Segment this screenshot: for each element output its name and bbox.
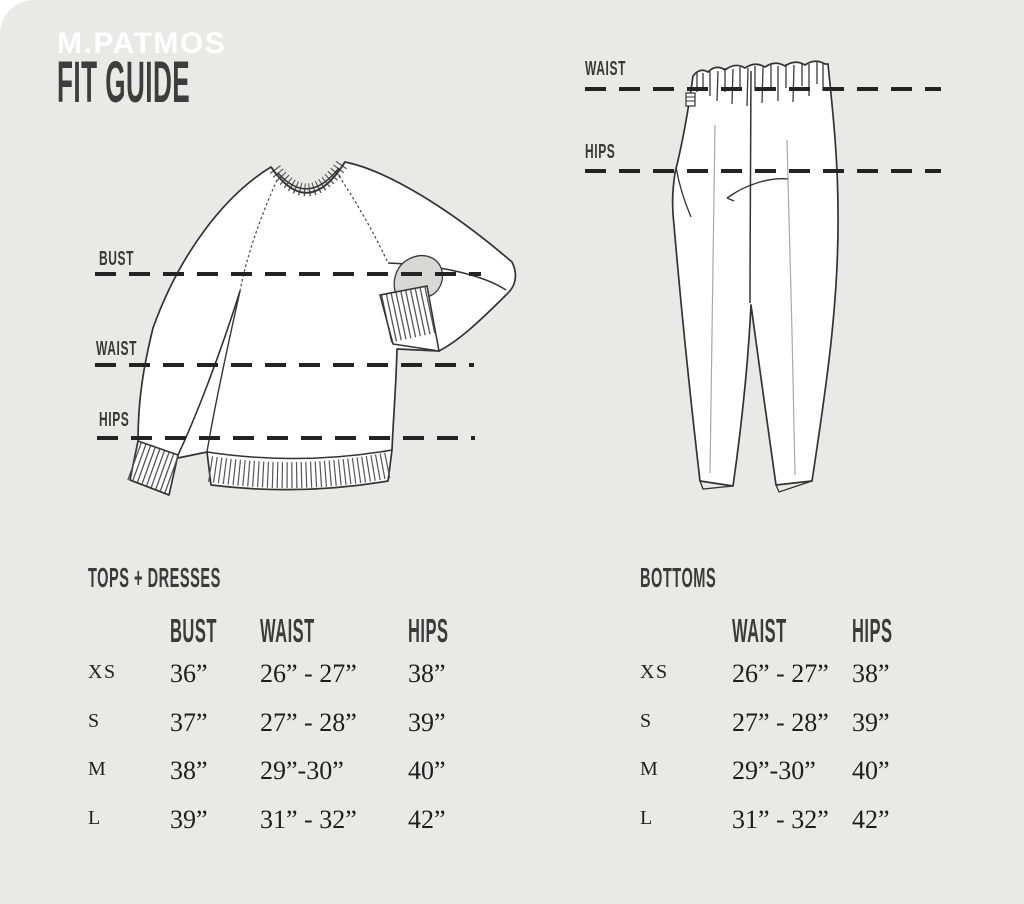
- sweater-waist-label: [96, 338, 164, 360]
- tops-row-bust: 36”: [170, 659, 208, 688]
- pants-hips-line: [585, 169, 941, 173]
- bottoms-row-waist: 27” - 28”: [732, 707, 829, 737]
- page-title-wrap: [57, 50, 353, 115]
- tops-table-grid: [88, 612, 508, 854]
- pants-waist-line: [585, 87, 941, 91]
- pants-illustration: [645, 45, 865, 515]
- sweater-body-outline: [130, 162, 515, 495]
- bottoms-table: [640, 562, 952, 854]
- tops-table-title: TOPS + DRESSES: [88, 562, 221, 593]
- sweater-waist-label-text: WAIST: [96, 338, 138, 360]
- tops-row-hips: 42”: [408, 804, 446, 834]
- pants-hips-label: [585, 141, 636, 163]
- tops-row-size: S: [88, 709, 101, 732]
- tops-table-title-wrap: [88, 562, 508, 593]
- bottoms-row-hips: 38”: [852, 659, 890, 688]
- tops-header-bust: BUST: [170, 612, 217, 649]
- bottoms-table-grid: [640, 612, 952, 854]
- bottoms-row-waist: 31” - 32”: [732, 804, 829, 834]
- tops-row-waist: 26” - 27”: [260, 659, 357, 688]
- bottoms-row-size: XS: [640, 661, 669, 683]
- pants-side-tab: [686, 93, 695, 106]
- bottoms-row-size: L: [640, 806, 654, 829]
- bottoms-header-hips: HIPS: [852, 612, 893, 649]
- pants-outline: [673, 61, 838, 486]
- tops-header-hips: HIPS: [408, 612, 449, 649]
- bottoms-row-waist: 26” - 27”: [732, 659, 829, 688]
- tops-row-waist: 31” - 32”: [260, 804, 357, 834]
- tops-table: [88, 562, 508, 854]
- bottoms-row-waist: 29”-30”: [732, 756, 816, 785]
- brand-logo: M.PATMOS: [57, 27, 227, 60]
- sweater-illustration: [125, 143, 525, 515]
- tops-row-size: XS: [88, 661, 117, 683]
- sweater-hips-label: [99, 409, 150, 431]
- pants-hips-label-text: HIPS: [585, 141, 616, 163]
- tops-row-size: M: [88, 758, 108, 780]
- bottoms-row-size: M: [640, 758, 660, 780]
- sweater-hips-line: [97, 436, 475, 440]
- tops-row-hips: 39”: [408, 707, 446, 737]
- sweater-bust-line: [95, 272, 481, 276]
- sweater-waist-line: [95, 363, 474, 367]
- bottoms-row-hips: 40”: [852, 756, 890, 785]
- sweater-bust-label-text: BUST: [99, 248, 135, 270]
- tops-row-bust: 39”: [170, 804, 208, 834]
- tops-row-bust: 38”: [170, 756, 208, 785]
- tops-row-hips: 38”: [408, 659, 446, 688]
- sweater-bust-label: [99, 248, 157, 270]
- tops-row-bust: 37”: [170, 707, 208, 737]
- bottoms-table-title-wrap: [640, 562, 952, 593]
- bottoms-row-size: S: [640, 709, 653, 732]
- tops-row-size: L: [88, 806, 102, 829]
- tops-row-hips: 40”: [408, 756, 446, 785]
- sweater-hips-label-text: HIPS: [99, 409, 130, 431]
- bottoms-table-title: BOTTOMS: [640, 562, 717, 593]
- pants-waist-label: [585, 58, 653, 80]
- tops-header-waist: WAIST: [260, 612, 315, 649]
- tops-row-waist: 27” - 28”: [260, 707, 357, 737]
- tops-row-waist: 29”-30”: [260, 756, 344, 785]
- bottoms-header-waist: WAIST: [732, 612, 787, 649]
- bottoms-row-hips: 39”: [852, 707, 890, 737]
- page-title: FIT GUIDE: [57, 50, 191, 115]
- bottoms-row-hips: 42”: [852, 804, 890, 834]
- pants-waist-label-text: WAIST: [585, 58, 627, 80]
